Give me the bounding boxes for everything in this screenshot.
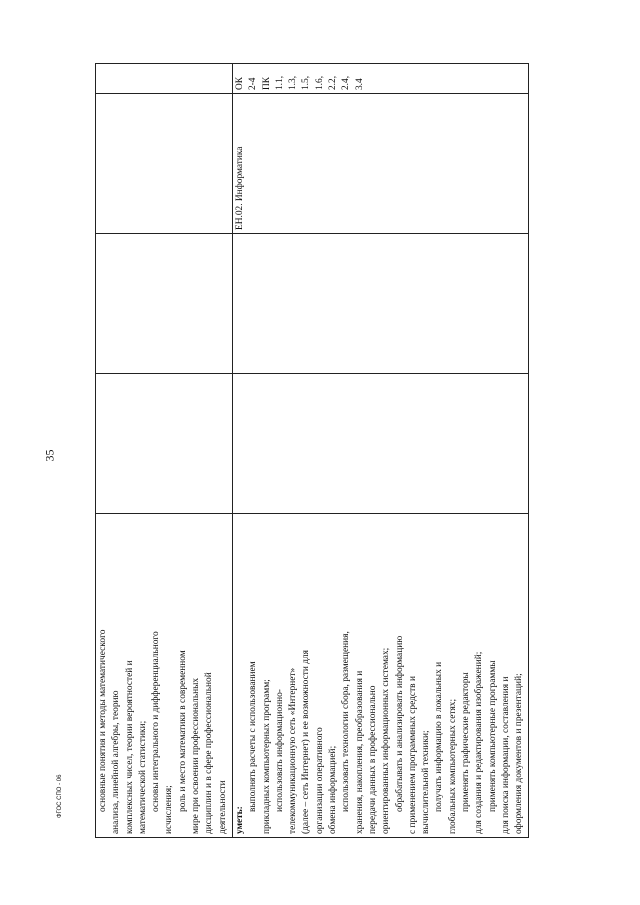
text-line: прикладных компьютерных программ; (261, 679, 272, 834)
page-number: 35 (42, 449, 57, 462)
text-line: вычислительной техники; (421, 730, 432, 834)
row2-empty-cell (233, 374, 529, 514)
table-row (96, 64, 233, 838)
footer-code: ФГОС СПО - 06 (57, 774, 63, 818)
text-line: роль и место математики в современном (177, 650, 188, 812)
text-line: передачи данных в профессионально (367, 685, 378, 834)
table-row (233, 64, 529, 838)
text-line: обмена информацией; (328, 745, 339, 834)
row1-empty-cell (96, 234, 233, 374)
text-line: мире при освоении профессиональных (191, 677, 202, 834)
standards-table (95, 63, 529, 838)
section-heading: уметь: (235, 806, 245, 834)
row1-content-cell (96, 514, 233, 838)
text-line: получать информацию в локальных и (434, 661, 445, 812)
row2-competencies-cell (233, 64, 529, 94)
text-line: ориентированных информационных системах; (381, 647, 392, 834)
text-line: хранения, накопления, преобразования и (354, 670, 365, 834)
text-line: обрабатывать и анализировать информацию (394, 635, 405, 812)
text-line: использовать технологии сбора, размещения, (341, 631, 352, 812)
text-line: телекоммуникационную сеть «Интернет» (288, 667, 299, 834)
competency-line: 3.4 (354, 78, 365, 90)
text-line: математической статистики; (137, 720, 148, 834)
text-line: с применением программных средств и (407, 676, 418, 834)
text-line: дисциплин и в сфере профессиональной (204, 672, 215, 834)
text-line: комплексных чисел, теории вероятностей и (124, 660, 135, 834)
rotated-table-container (95, 64, 525, 838)
text-line: глобальных компьютерных сетях; (447, 698, 458, 834)
row2-empty-cell (233, 234, 529, 374)
row1-empty-cell (96, 374, 233, 514)
text-line: выполнять расчеты с использованием (248, 661, 259, 812)
text-line: исчисления; (164, 785, 175, 834)
text-line: для поиска информации, составления и (500, 676, 511, 834)
discipline-name: ЕН.02. Информатика (235, 146, 245, 230)
text-line: организации оперативного (314, 727, 325, 834)
row1-empty-cell (96, 94, 233, 234)
text-line: использовать информационно- (274, 689, 285, 812)
competency-line: ПК 1.1, 1.3, (261, 75, 299, 90)
text-line: оформления документов и презентаций; (514, 673, 525, 834)
row2-content-cell (233, 514, 529, 838)
text-line: (далее – сеть Интернет) и ее возможности для (301, 650, 312, 834)
text-line: для создания и редактирования изображений; (474, 651, 485, 834)
competency-line: 2.2, 2.4, (328, 75, 352, 90)
row1-empty-cell (96, 64, 233, 94)
text-line: деятельности (217, 780, 228, 834)
text-line: основные понятия и методы математического (98, 629, 108, 812)
competency-line: ОК 2-4 (235, 76, 259, 90)
text-line: анализа, линейной алгебры, теорию (111, 690, 122, 834)
competency-line: 1.5, 1.6, (301, 75, 325, 90)
text-line: применять графические редакторы (461, 672, 472, 812)
text-line: применять компьютерные программы (487, 660, 498, 812)
text-line: основы интегрального и дифференциального (151, 631, 162, 812)
row2-discipline-cell (233, 94, 529, 234)
